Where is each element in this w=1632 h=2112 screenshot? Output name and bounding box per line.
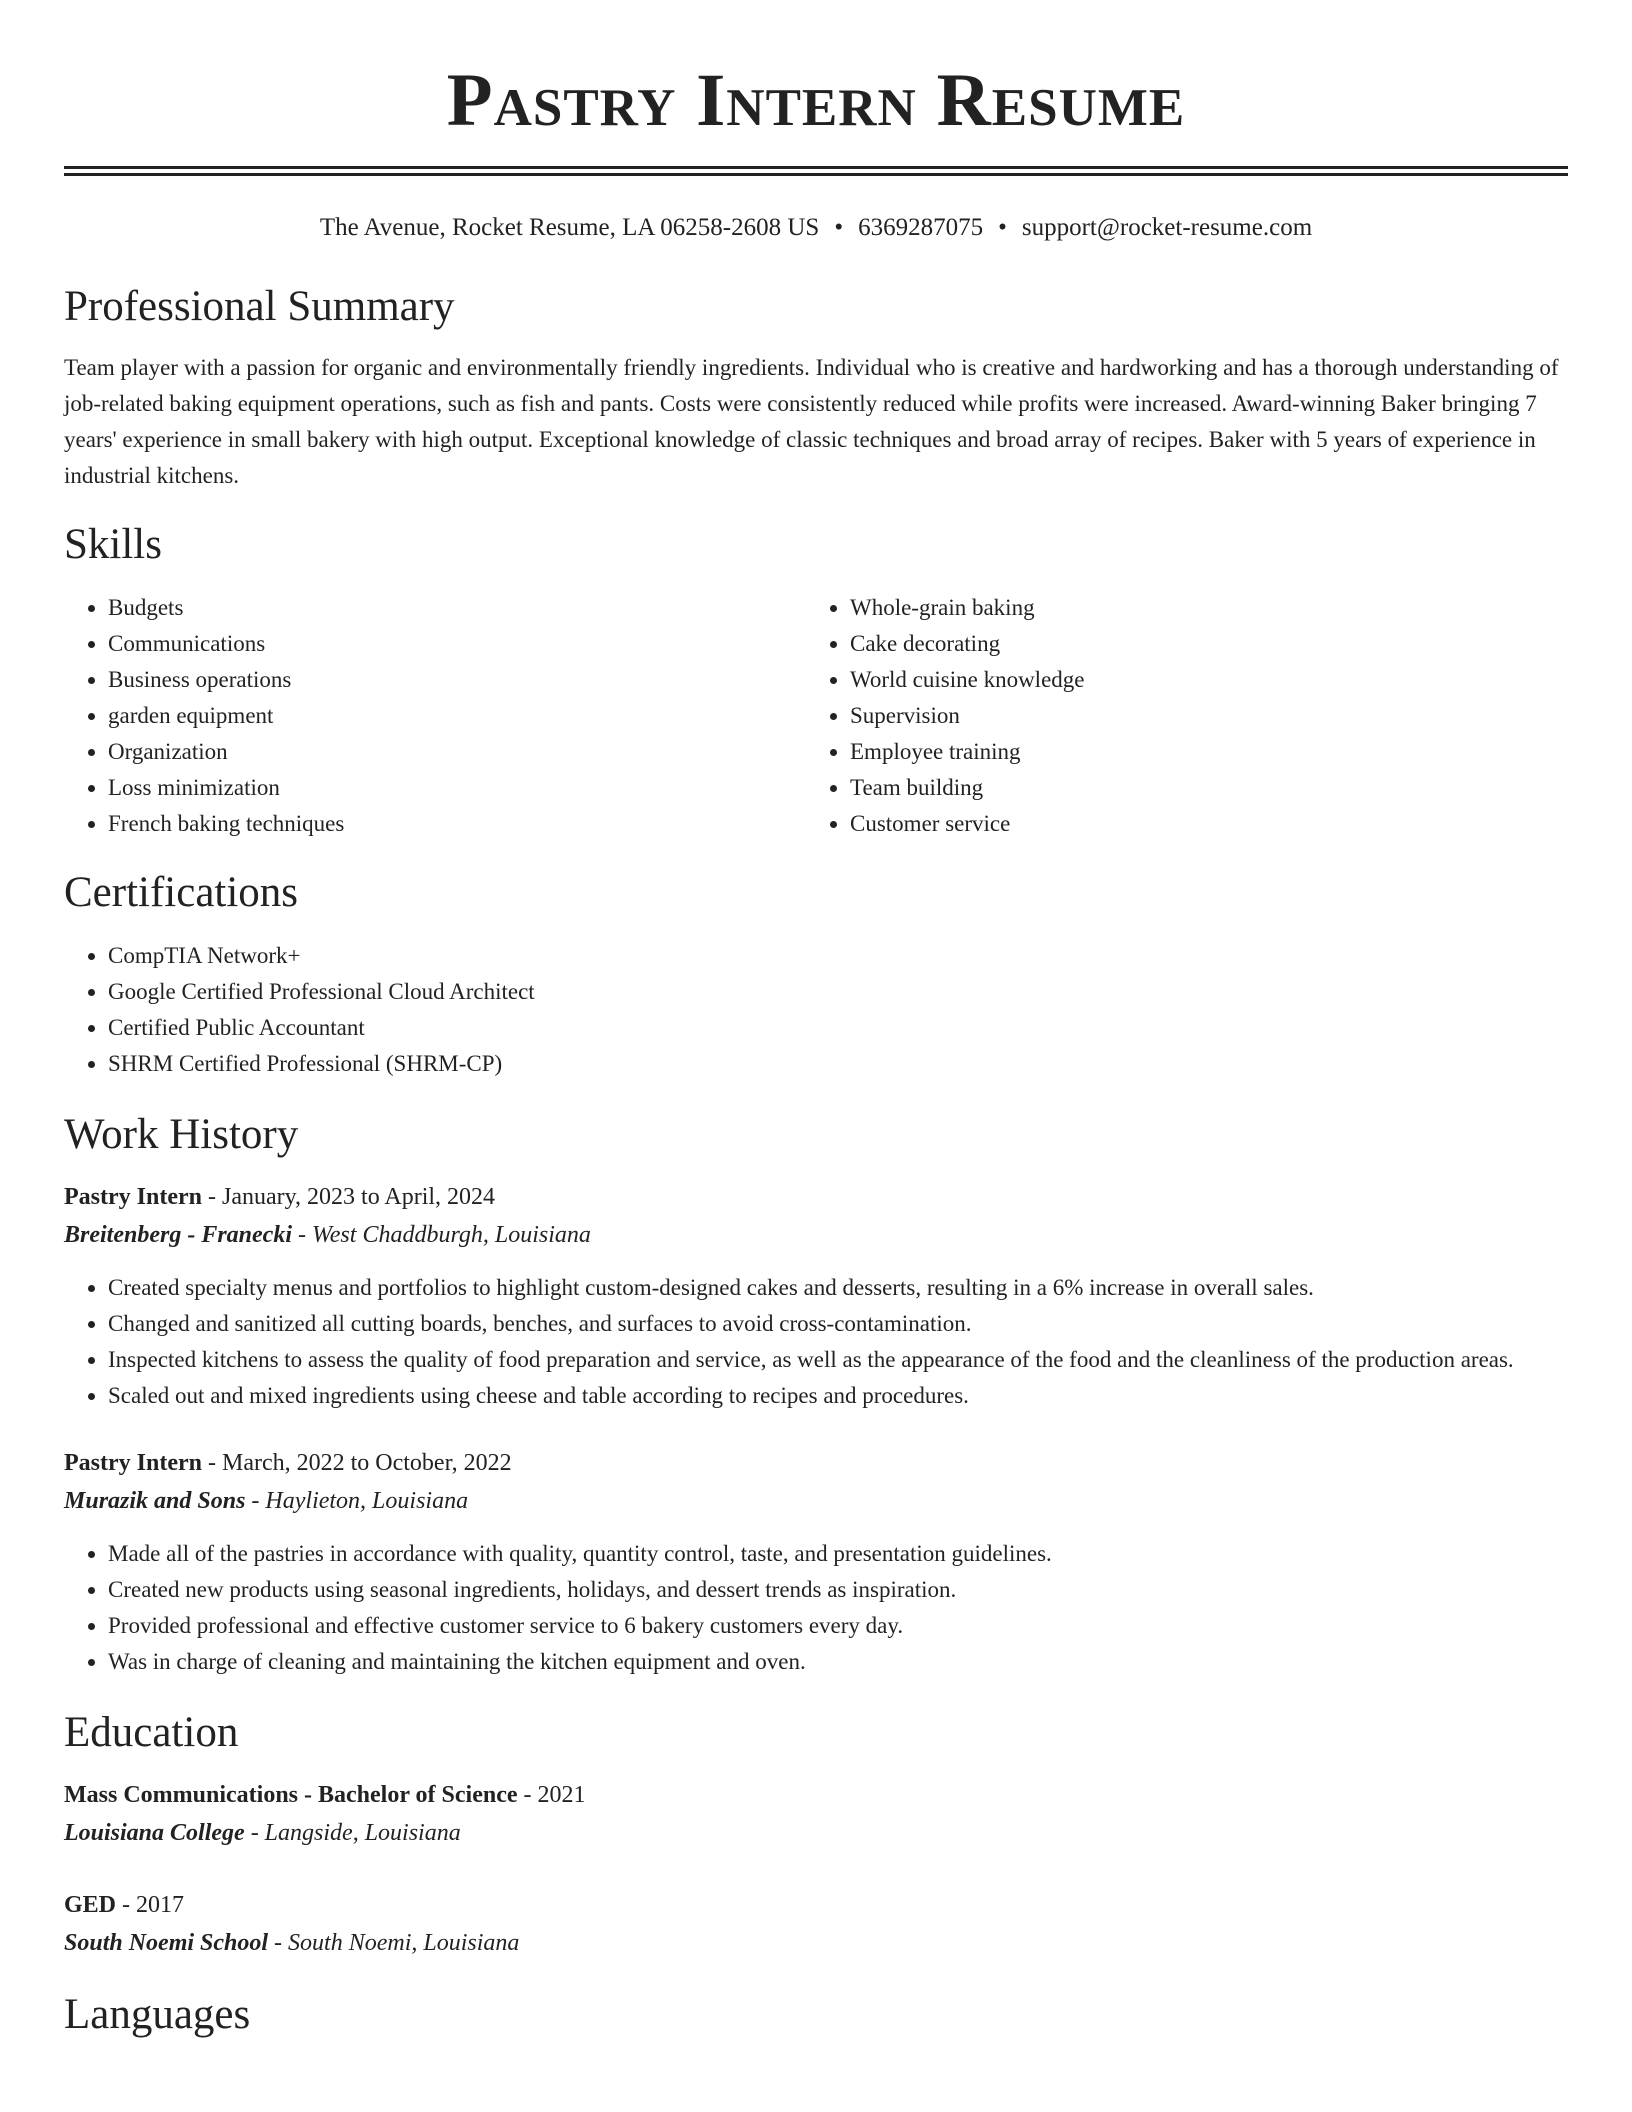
skill-item: • Cake decorating — [850, 626, 1548, 662]
title-double-rule — [64, 166, 1568, 176]
skill-item: • World cuisine knowledge — [850, 662, 1548, 698]
education-school: South Noemi School — [64, 1930, 269, 1956]
certifications-heading: Certifications — [64, 869, 299, 916]
job-title: Pastry Intern — [64, 1184, 202, 1210]
certification-item: • SHRM Certified Professional (SHRM-CP) — [108, 1046, 1568, 1082]
education-entry — [64, 1776, 1568, 1852]
job-location: - Haylieton, Louisiana — [245, 1488, 469, 1514]
summary-heading: Professional Summary — [64, 283, 455, 330]
certification-item: • Google Certified Professional Cloud Architect — [108, 974, 1568, 1010]
job-bullets — [64, 1270, 1568, 1414]
job-dates: - March, 2022 to October, 2022 — [201, 1450, 512, 1476]
skill-item: • Communications — [108, 626, 806, 662]
education-degree: GED — [64, 1892, 117, 1918]
skills-heading: Skills — [64, 521, 162, 568]
job-bullets — [64, 1536, 1568, 1680]
certification-item: • CompTIA Network+ — [108, 938, 1568, 974]
summary-text: Team player with a passion for organic and environmentally friendly ingredients. Individual who is creative and hardworking and has a thorough understanding of job-related baking equipment operations, such as fish and pants. Costs were consistently reduced while profits were increased. Award-winning Baker bringing 7 years' experience in small bakery with high output. Exceptional knowledge of classic techniques and broad array of recipes. Baker with 5 years of experience in industrial kitchens. — [64, 355, 1559, 488]
skill-item: • Employee training — [850, 734, 1548, 770]
job-employer-line — [64, 1216, 1568, 1254]
contact-email: support@rocket-resume.com — [1021, 214, 1313, 241]
education-school: Louisiana College — [64, 1820, 245, 1846]
skill-item: • Supervision — [850, 698, 1548, 734]
education-heading: Education — [64, 1709, 239, 1756]
education-year: - 2017 — [116, 1892, 185, 1918]
job-dates: - January, 2023 to April, 2024 — [201, 1184, 496, 1210]
job-bullet: • Made all of the pastries in accordance with quality, quantity control, taste, and presentation guidelines. — [108, 1536, 1568, 1572]
job-header — [64, 1444, 1568, 1482]
education-header — [64, 1886, 1568, 1924]
education-location: - South Noemi, Louisiana — [268, 1930, 520, 1956]
job-bullet: • Inspected kitchens to assess the quality of food preparation and service, as well as the appearance of the food and the cleanliness of the production areas. — [108, 1342, 1568, 1378]
education-school-line — [64, 1924, 1568, 1962]
job-entry — [64, 1178, 1568, 1414]
skill-item: • Budgets — [108, 590, 806, 626]
skill-item: • garden equipment — [108, 698, 806, 734]
skill-item: • Customer service — [850, 806, 1548, 842]
contact-separator: • — [998, 214, 1007, 241]
skills-column-right — [806, 590, 1548, 842]
job-bullet: • Created specialty menus and portfolios to highlight custom-designed cakes and desserts, resulting in a 6% increase in overall sales. — [108, 1270, 1568, 1306]
contact-separator: • — [834, 214, 844, 241]
skill-item: • Business operations — [108, 662, 806, 698]
job-title: Pastry Intern — [64, 1450, 202, 1476]
job-location: - West Chaddburgh, Louisiana — [292, 1222, 591, 1248]
education-header — [64, 1776, 1568, 1814]
job-bullet: • Changed and sanitized all cutting boards, benches, and surfaces to avoid cross-contamination. — [108, 1306, 1568, 1342]
skill-item: • Team building — [850, 770, 1548, 806]
languages-heading: Languages — [64, 1991, 251, 2038]
job-entry — [64, 1444, 1568, 1680]
job-employer-line — [64, 1482, 1568, 1520]
job-bullet: • Scaled out and mixed ingredients using cheese and table according to recipes and procedures. — [108, 1378, 1568, 1414]
contact-address: The Avenue, Rocket Resume, LA 06258-2608 US — [319, 214, 820, 241]
job-company: Breitenberg - Franecki — [64, 1222, 292, 1248]
skills-list — [64, 590, 1568, 842]
skill-item: • Organization — [108, 734, 806, 770]
job-header — [64, 1178, 1568, 1216]
job-company: Murazik and Sons — [64, 1488, 246, 1514]
job-bullet: • Was in charge of cleaning and maintaining the kitchen equipment and oven. — [108, 1644, 1568, 1680]
skill-item: • French baking techniques — [108, 806, 806, 842]
education-year: - 2021 — [517, 1782, 586, 1808]
job-bullet: • Created new products using seasonal ingredients, holidays, and dessert trends as inspiration. — [108, 1572, 1568, 1608]
certifications-list — [64, 938, 1568, 1082]
contact-line — [64, 212, 1568, 244]
skill-item: • Loss minimization — [108, 770, 806, 806]
contact-phone: 6369287075 — [858, 214, 984, 241]
education-school-line — [64, 1814, 1568, 1852]
job-bullet: • Provided professional and effective customer service to 6 bakery customers every day. — [108, 1608, 1568, 1644]
skill-item: • Whole-grain baking — [850, 590, 1548, 626]
skills-column-left — [64, 590, 806, 842]
education-location: - Langside, Louisiana — [244, 1820, 461, 1846]
certification-item: • Certified Public Accountant — [108, 1010, 1568, 1046]
education-degree: Mass Communications - Bachelor of Science — [64, 1782, 518, 1808]
work-history-heading: Work History — [64, 1111, 299, 1158]
page-title: Pastry Intern Resume — [446, 59, 1186, 142]
education-entry — [64, 1886, 1568, 1962]
